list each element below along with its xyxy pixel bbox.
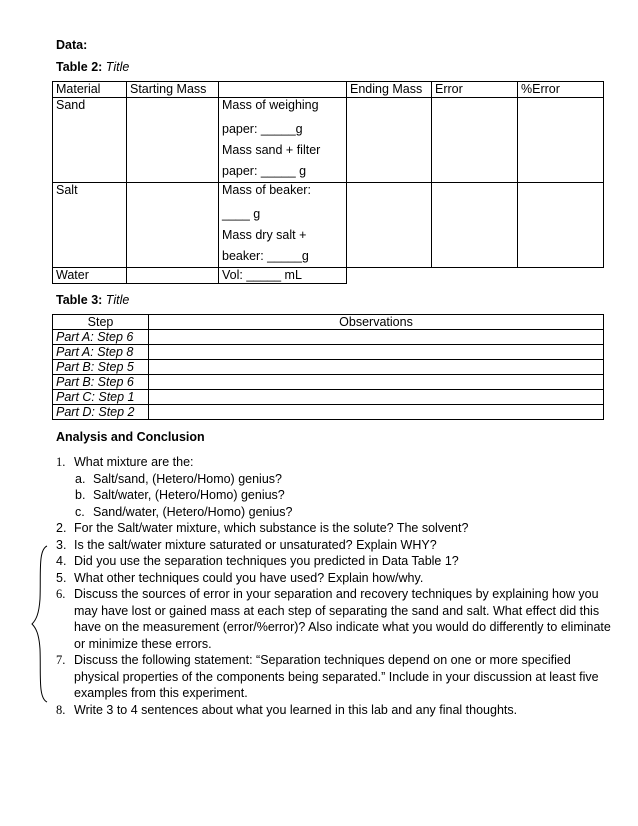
error-cell[interactable] xyxy=(432,183,518,268)
sub-question-text: Salt/sand, (Hetero/Homo) genius? xyxy=(93,471,282,486)
table-row xyxy=(53,405,604,420)
table-row xyxy=(53,390,604,405)
notes-cell: Vol: _____ mL xyxy=(219,268,347,284)
note-line: Mass dry salt + xyxy=(222,228,307,242)
note-line: Mass of beaker: xyxy=(222,183,311,197)
question-number: 5. xyxy=(56,570,67,585)
observation-cell[interactable] xyxy=(149,390,604,405)
sub-question-a xyxy=(56,471,616,488)
note-line: paper: _____ g xyxy=(222,164,307,178)
error-cell[interactable] xyxy=(432,98,518,183)
table2-caption-title: Title xyxy=(105,60,130,74)
question-text: Discuss the following statement: “Separation techniques depend on one or more specified physical properties of the components being separated.” Include in your discussion at least five examples from this experiment. xyxy=(74,653,599,700)
question-3 xyxy=(56,537,616,554)
table2-caption xyxy=(56,60,129,74)
step-cell: Part D: Step 2 xyxy=(53,405,149,420)
sub-question-text: Salt/water, (Hetero/Homo) genius? xyxy=(93,488,285,502)
question-6 xyxy=(56,586,616,652)
table-2 xyxy=(52,81,604,284)
table3-header-step: Step xyxy=(53,315,149,330)
question-text: Discuss the sources of error in your separation and recovery techniques by explaining how you may have lost or gained mass at each step of separating the sand and salt. What effect did this have on the measurement (error/%error)? Also indicate what you would do differently to eliminate or minimize these errors. xyxy=(74,587,611,651)
observation-cell[interactable] xyxy=(149,345,604,360)
note-line: Mass sand + filter xyxy=(222,143,321,157)
table-row xyxy=(53,330,604,345)
table2-header-ending-mass: Ending Mass xyxy=(347,82,432,98)
question-number: 1. xyxy=(56,455,66,469)
table2-caption-label: Table 2: xyxy=(56,60,103,74)
question-7 xyxy=(56,652,616,702)
table-row xyxy=(53,360,604,375)
note-line: paper: _____g xyxy=(222,122,303,136)
ending-mass-cell[interactable] xyxy=(347,183,432,268)
question-number: 4. xyxy=(56,554,67,568)
starting-mass-cell[interactable] xyxy=(127,183,219,268)
sub-question-text: Sand/water, (Hetero/Homo) genius? xyxy=(93,504,293,519)
step-cell: Part C: Step 1 xyxy=(53,390,149,405)
table3-caption-title: Title xyxy=(105,293,130,307)
observation-cell[interactable] xyxy=(149,330,604,345)
table-row xyxy=(53,375,604,390)
question-1 xyxy=(56,454,616,471)
step-cell: Part A: Step 8 xyxy=(53,345,149,360)
table-3 xyxy=(52,314,604,420)
note-line: beaker: _____g xyxy=(222,249,309,263)
question-number: 3. xyxy=(56,537,67,552)
question-text: For the Salt/water mixture, which substance is the solute? The solvent? xyxy=(74,521,469,535)
step-cell: Part A: Step 6 xyxy=(53,330,149,345)
table2-header-error: Error xyxy=(432,82,518,98)
observation-cell[interactable] xyxy=(149,360,604,375)
starting-mass-cell[interactable] xyxy=(127,98,219,183)
table2-header-material: Material xyxy=(53,82,127,98)
ending-mass-cell[interactable] xyxy=(347,98,432,183)
table-row xyxy=(53,183,604,268)
table3-header-row xyxy=(53,315,604,330)
sub-question-b xyxy=(56,487,616,504)
data-heading: Data: xyxy=(56,38,88,52)
table3-caption xyxy=(56,293,129,307)
question-text: Write 3 to 4 sentences about what you learned in this lab and any final thoughts. xyxy=(74,702,518,717)
table2-header-notes xyxy=(219,82,347,98)
step-cell: Part B: Step 6 xyxy=(53,375,149,390)
percent-error-cell[interactable] xyxy=(518,183,604,268)
sub-question-label: c. xyxy=(75,504,85,519)
ending-mass-cell xyxy=(347,268,432,284)
empty-cell xyxy=(518,268,604,284)
question-text: Did you use the separation techniques you predicted in Data Table 1? xyxy=(74,554,459,568)
notes-cell xyxy=(219,98,347,183)
table2-header-row xyxy=(53,82,604,98)
starting-mass-cell[interactable] xyxy=(127,268,219,284)
question-text: Is the salt/water mixture saturated or unsaturated? Explain WHY? xyxy=(74,537,437,552)
table3-header-observations: Observations xyxy=(149,315,604,330)
question-5 xyxy=(56,570,616,587)
percent-error-cell[interactable] xyxy=(518,98,604,183)
question-number: 6. xyxy=(56,587,66,601)
table2-header-starting-mass: Starting Mass xyxy=(127,82,219,98)
step-cell: Part B: Step 5 xyxy=(53,360,149,375)
question-8 xyxy=(56,702,616,719)
table-row xyxy=(53,268,604,284)
question-list xyxy=(56,454,616,718)
empty-cell xyxy=(432,268,518,284)
table-row xyxy=(53,345,604,360)
observation-cell[interactable] xyxy=(149,375,604,390)
material-cell: Water xyxy=(53,268,127,284)
question-number: 2. xyxy=(56,521,67,535)
note-line: Mass of weighing xyxy=(222,98,319,112)
sub-question-c xyxy=(56,504,616,521)
question-text: What mixture are the: xyxy=(74,455,194,469)
question-number: 7. xyxy=(56,653,66,667)
notes-cell xyxy=(219,183,347,268)
material-cell: Salt xyxy=(53,183,127,268)
question-4 xyxy=(56,553,616,570)
table2-header-percent-error: %Error xyxy=(518,82,604,98)
question-text: What other techniques could you have used? Explain how/why. xyxy=(74,570,424,585)
sub-question-label: a. xyxy=(75,471,86,486)
curly-brace-icon xyxy=(30,544,50,704)
analysis-heading: Analysis and Conclusion xyxy=(56,430,205,444)
material-cell: Sand xyxy=(53,98,127,183)
note-line: ____ g xyxy=(222,207,261,221)
sub-question-label: b. xyxy=(75,488,86,502)
table3-caption-label: Table 3: xyxy=(56,293,103,307)
question-number: 8. xyxy=(56,702,66,717)
table-row xyxy=(53,98,604,183)
question-2 xyxy=(56,520,616,537)
observation-cell[interactable] xyxy=(149,405,604,420)
